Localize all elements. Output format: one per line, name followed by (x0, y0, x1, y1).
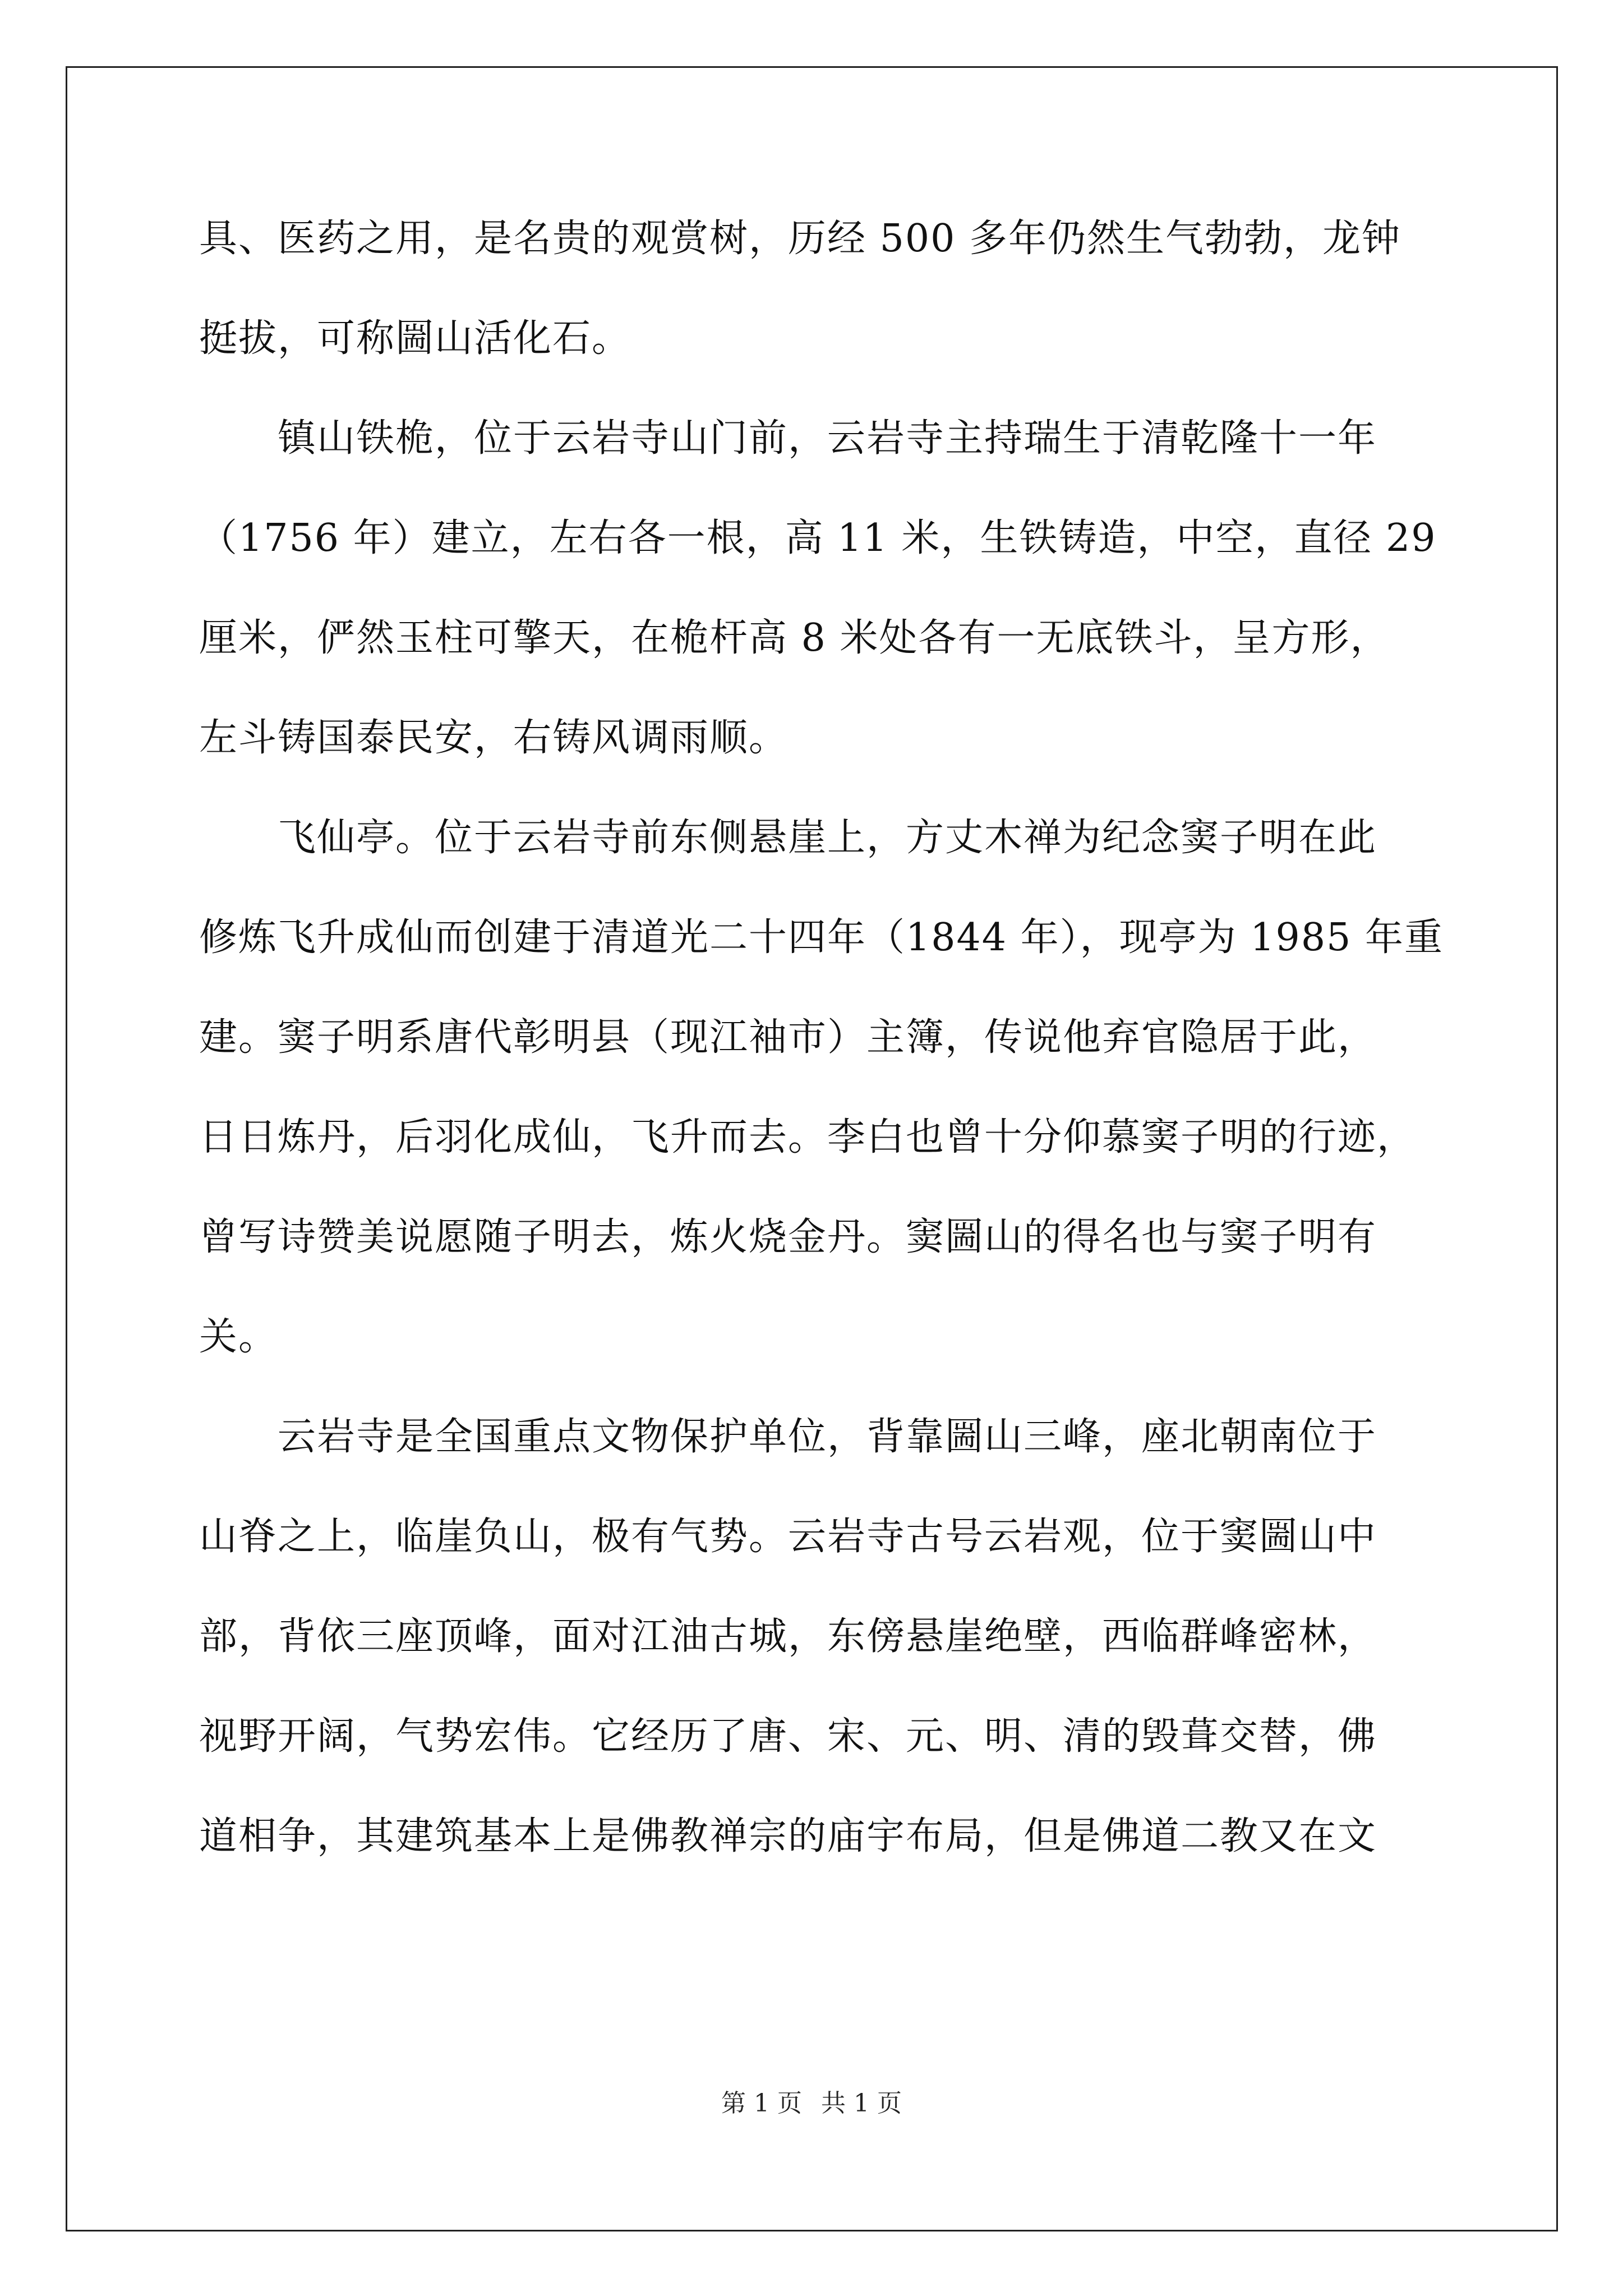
text-line: 镇山铁桅，位于云岩寺山门前，云岩寺主持瑞生于清乾隆十一年 (199, 416, 1377, 461)
text-line: 部，背依三座顶峰，面对江油古城，东傍悬崖绝壁，西临群峰密林， (199, 1614, 1377, 1659)
text-line: 云岩寺是全国重点文物保护单位，背靠圌山三峰，座北朝南位于 (199, 1415, 1377, 1459)
text-line: 挺拔，可称圌山活化石。 (199, 316, 631, 361)
text-line: 飞仙亭。位于云岩寺前东侧悬崖上，方丈木禅为纪念窦子明在此 (199, 816, 1377, 860)
text-line: 左斗铸国泰民安，右铸风调雨顺。 (199, 716, 789, 760)
text-line: 曾写诗赞美说愿随子明去，炼火烧金丹。窦圌山的得名也与窦子明有 (199, 1215, 1377, 1259)
text-line: 具、医药之用，是名贵的观赏树，历经 500 多年仍然生气勃勃，龙钟 (199, 217, 1401, 261)
text-line: 山脊之上，临崖负山，极有气势。云岩寺古号云岩观，位于窦圌山中 (199, 1515, 1377, 1559)
text-line: 视野开阔，气势宏伟。它经历了唐、宋、元、明、清的毁葺交替，佛 (199, 1714, 1377, 1759)
page-number: 第 1 页 (721, 2089, 802, 2118)
text-line: 修炼飞升成仙而创建于清道光二十四年（1844 年），现亭为 1985 年重 (199, 915, 1444, 960)
text-line: 道相争，其建筑基本上是佛教禅宗的庙宇布局，但是佛道二教又在文 (199, 1814, 1377, 1858)
text-line: （1756 年）建立，左右各一根，高 11 米，生铁铸造，中空，直径 29 (199, 516, 1437, 560)
page-footer (0, 2087, 1623, 2120)
text-line: 日日炼丹，后羽化成仙，飞升而去。李白也曾十分仰慕窦子明的行迹， (199, 1115, 1417, 1159)
page-total: 共 1 页 (821, 2089, 902, 2118)
text-line: 建。窦子明系唐代彰明县（现江袖市）主簿，传说他弃官隐居于此， (199, 1015, 1377, 1060)
text-line: 关。 (199, 1315, 278, 1359)
text-line: 厘米，俨然玉柱可擎天，在桅杆高 8 米处各有一无底铁斗，呈方形， (199, 616, 1390, 660)
